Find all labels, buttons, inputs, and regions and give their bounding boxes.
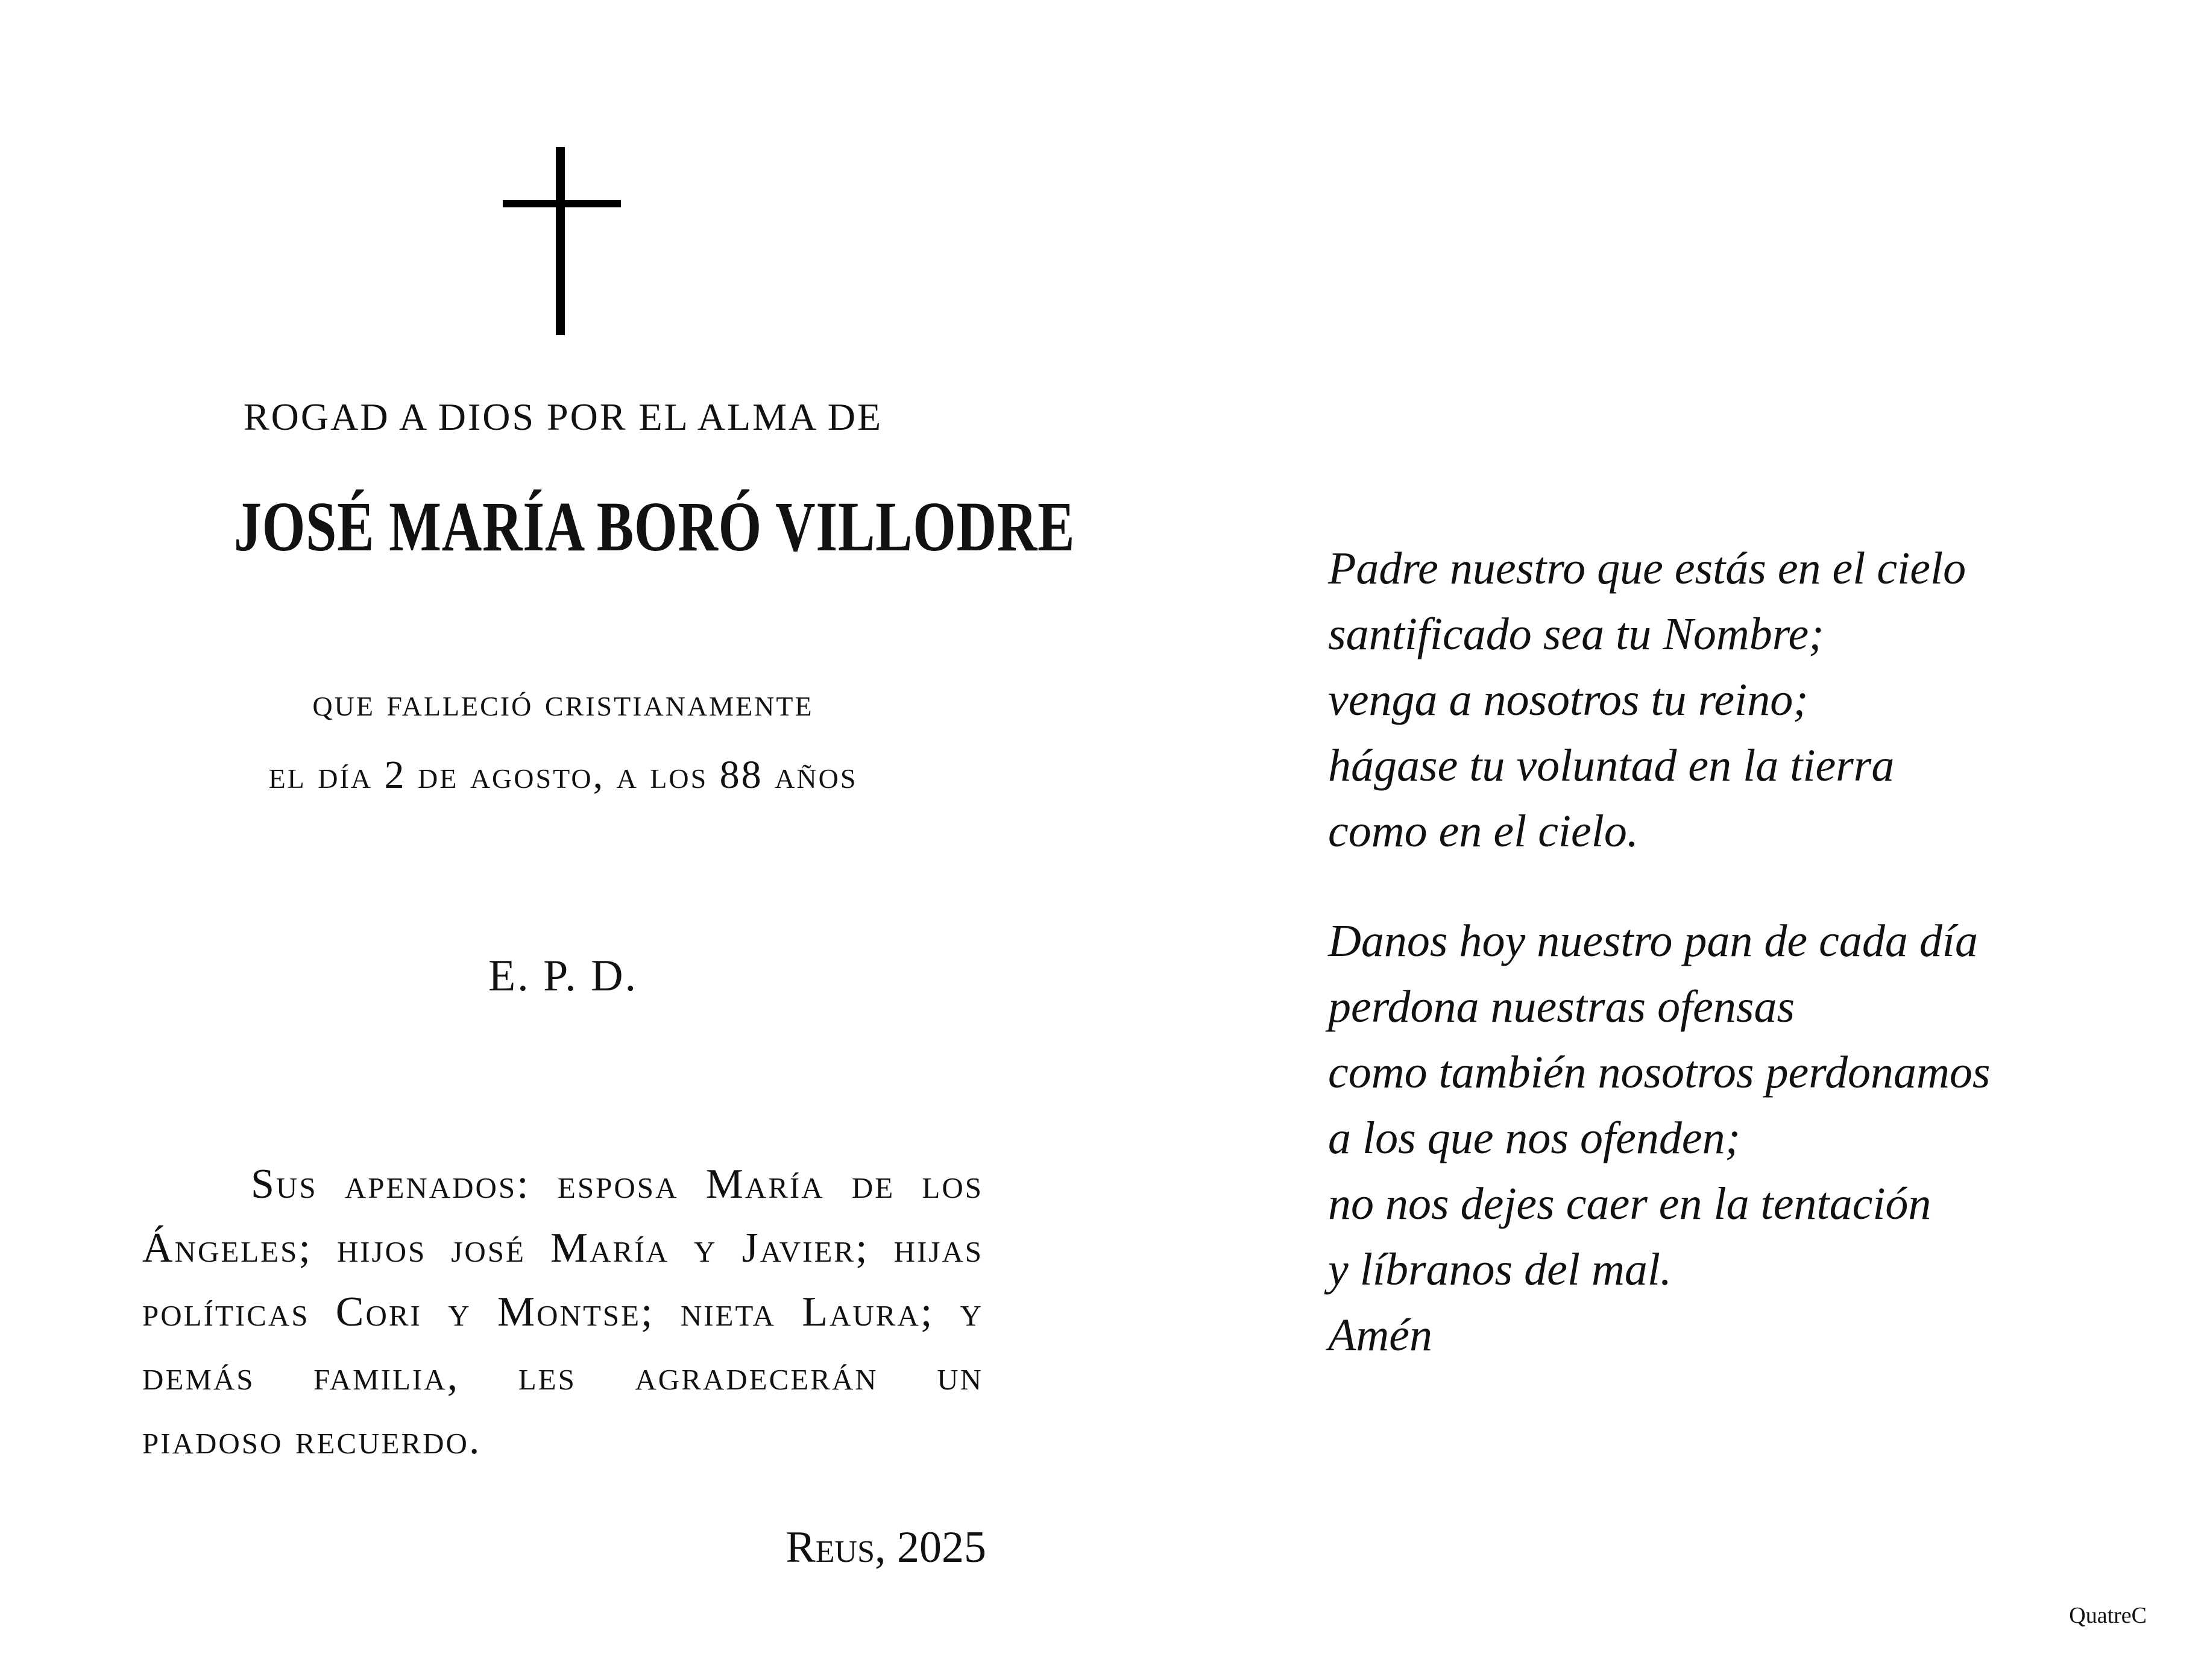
prayer-stanza1-line-4: hágase tu voluntad en la tierra: [1328, 740, 1895, 791]
printer-mark: QuatreC: [2069, 1603, 2147, 1628]
prayer-stanza2-line-1: Danos hoy nuestro pan de cada día: [1328, 916, 1978, 966]
died-line-2: el día 2 de agosto, a los 88 años: [268, 753, 858, 797]
place-date: Reus, 2025: [786, 1523, 986, 1572]
mourners-line-4: demás familia, les agradecerán un: [142, 1353, 983, 1399]
prayer-stanza1-line-1: Padre nuestro que estás en el cielo: [1328, 543, 1966, 594]
prayer-stanza2-line-2: perdona nuestras ofensas: [1328, 981, 1795, 1032]
mourners-line-2: Ángeles; hijos josé María y Javier; hijas: [142, 1225, 983, 1271]
died-line-1: que falleció cristianamente: [312, 681, 814, 725]
prayer-stanza1-line-3: venga a nosotros tu reino;: [1328, 675, 1809, 725]
cross-vertical-bar: [556, 147, 565, 335]
cross-horizontal-bar: [503, 200, 621, 207]
prayer-stanza1-line-2: santificado sea tu Nombre;: [1328, 609, 1824, 659]
deceased-name: JOSÉ MARÍA BORÓ VILLODRE: [234, 487, 1075, 566]
prayer-stanza1-line-5: como en el cielo.: [1328, 806, 1639, 857]
prayer-stanza2-line-6: y líbranos del mal.: [1328, 1244, 1672, 1295]
mourners-line-5: piadoso recuerdo.: [142, 1417, 482, 1463]
cross-icon: [503, 147, 621, 335]
prayer-stanza2-line-4: a los que nos ofenden;: [1328, 1113, 1740, 1163]
pray-line: ROGAD A DIOS POR EL ALMA DE: [243, 395, 883, 438]
prayer-stanza2-line-5: no nos dejes caer en la tentación: [1328, 1178, 1932, 1229]
prayer-stanza2-line-7: Amén: [1328, 1310, 1433, 1361]
mourners-line-1: Sus apenados: esposa María de los: [251, 1161, 983, 1207]
mourners-line-3: políticas Cori y Montse; nieta Laura; y: [142, 1289, 983, 1335]
prayer-stanza2-line-3: como también nosotros perdonamos: [1328, 1047, 1991, 1098]
epd-text: E. P. D.: [488, 951, 638, 1001]
